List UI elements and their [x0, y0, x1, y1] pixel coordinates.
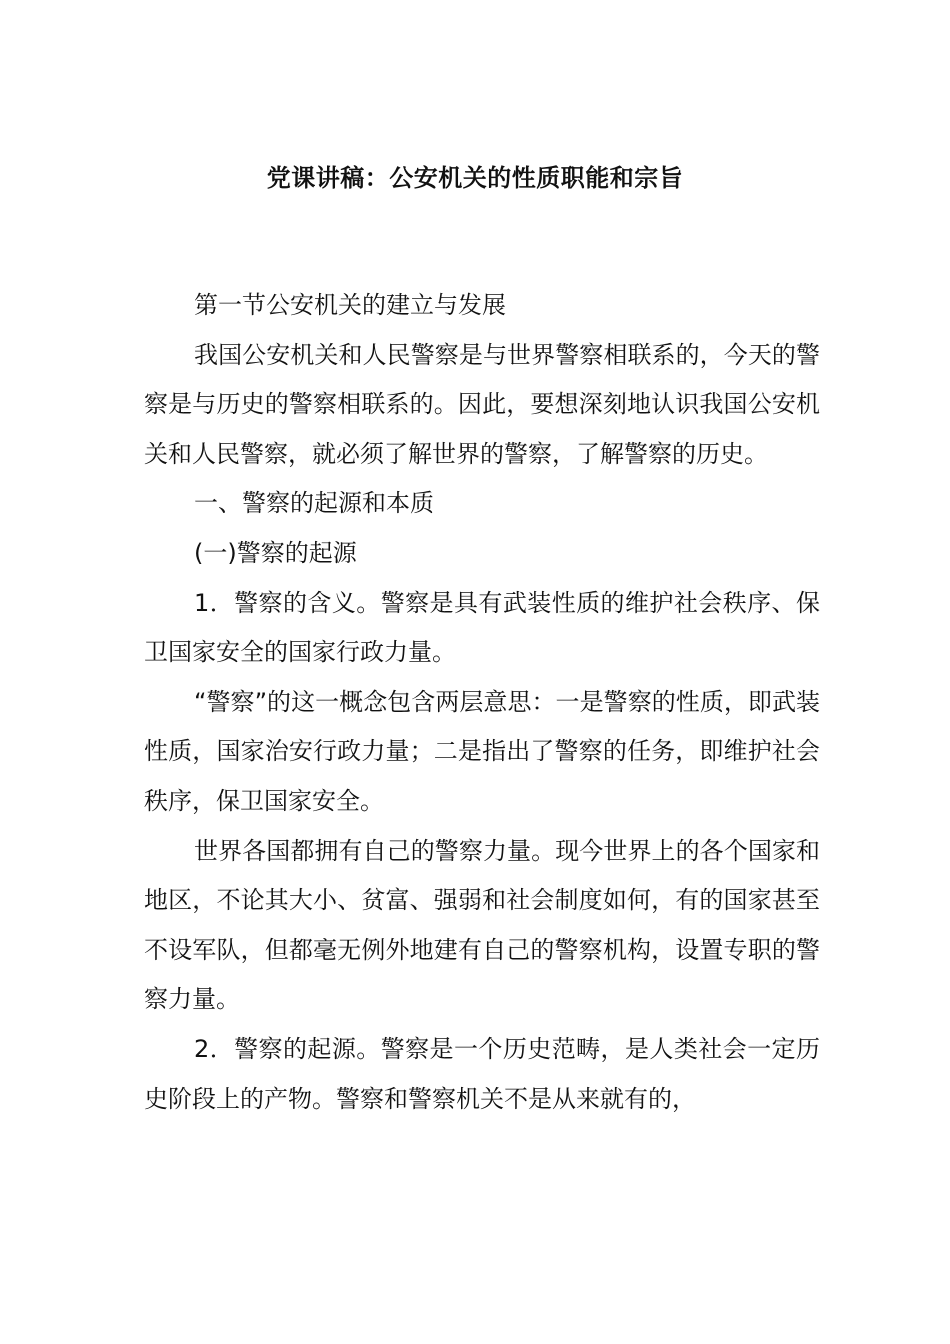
- document-body: [144, 281, 820, 1124]
- body-paragraph: 2．警察的起源。警察是一个历史范畴，是人类社会一定历史阶段上的产物。警察和警察机关不是从来就有的，: [144, 1034, 820, 1113]
- section-heading: 第一节公安机关的建立与发展: [194, 291, 506, 319]
- body-paragraph: 1．警察的含义。警察是具有武装性质的维护社会秩序、保卫国家安全的国家行政力量。: [144, 588, 820, 667]
- subsection-heading: (一)警察的起源: [194, 538, 357, 567]
- body-paragraph: 我国公安机关和人民警察是与世界警察相联系的，今天的警察是与历史的警察相联系的。因此，要想深刻地认识我国公安机关和人民警察，就必须了解世界的警察，了解警察的历史。: [144, 340, 820, 468]
- subsection-heading: 一、警察的起源和本质: [194, 489, 434, 518]
- document-title: 党课讲稿：公安机关的性质职能和宗旨: [266, 164, 684, 192]
- body-paragraph: 世界各国都拥有自己的警察力量。现今世界上的各个国家和地区，不论其大小、贫富、强弱和社会制度如何，有的国家甚至不设军队，但都毫无例外地建有自己的警察机构，设置专职的警察力量。: [144, 836, 820, 1014]
- body-paragraph: “警察”的这一概念包含两层意思：一是警察的性质，即武装性质，国家治安行政力量；二是指出了警察的任务，即维护社会秩序，保卫国家安全。: [144, 687, 820, 815]
